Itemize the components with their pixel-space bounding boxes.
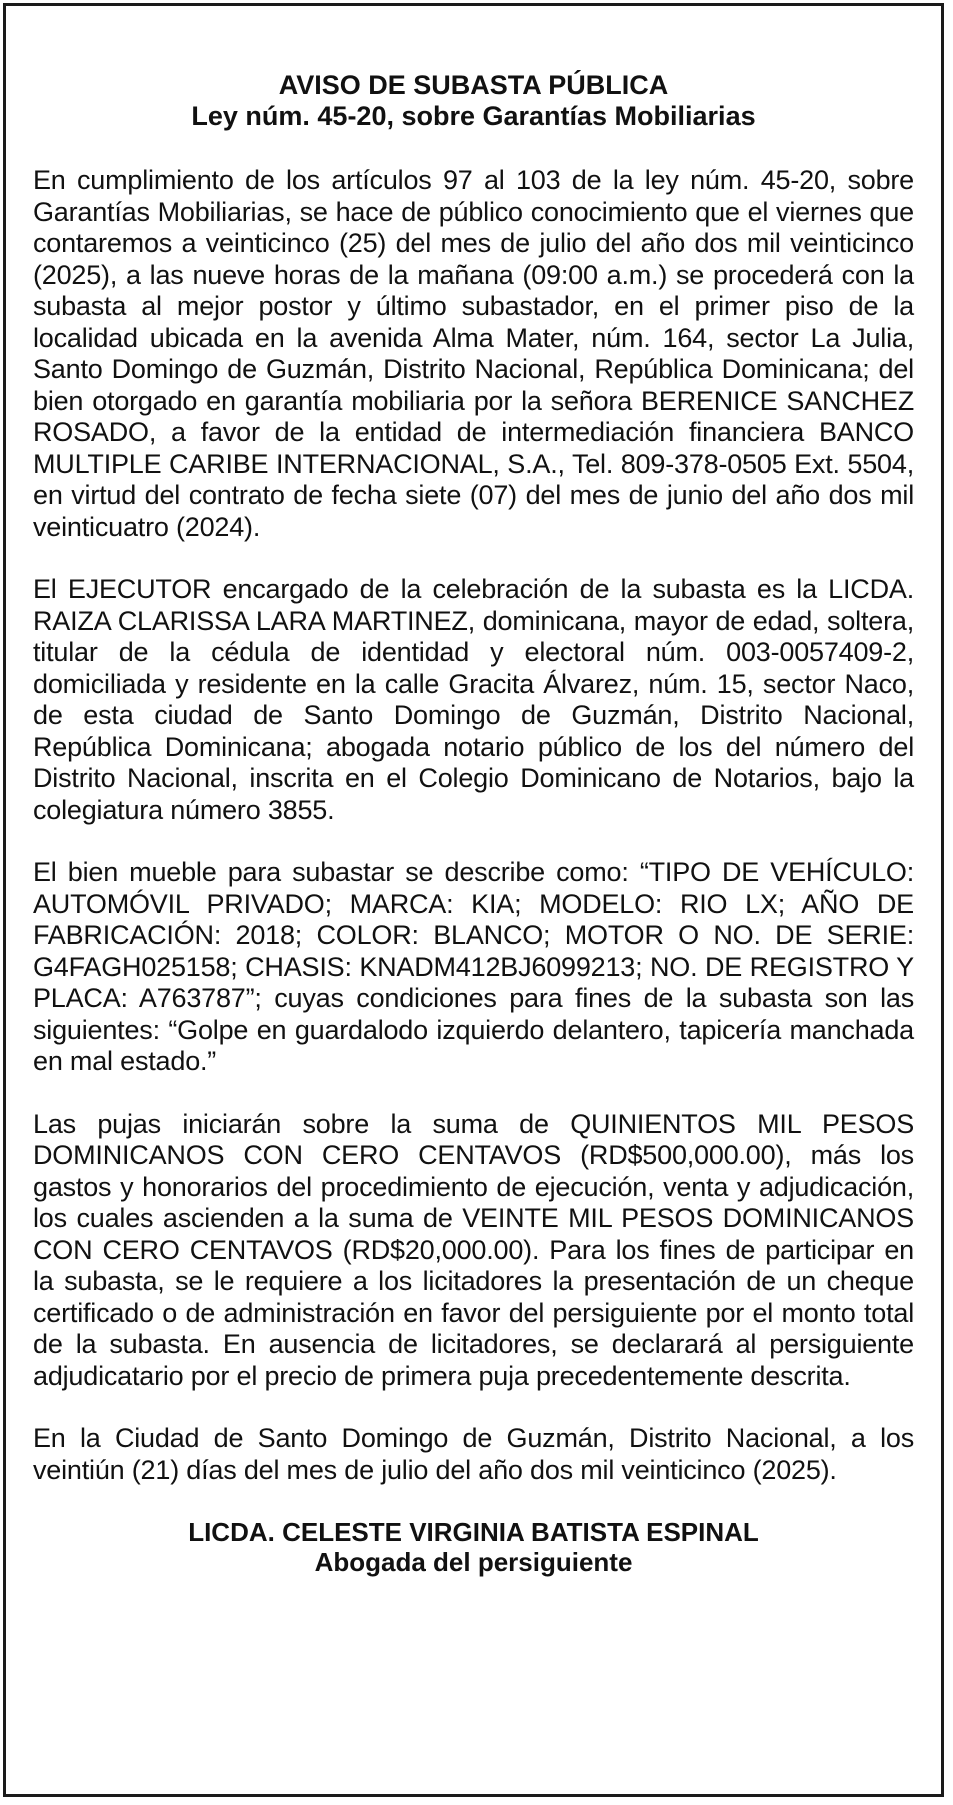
notice-content — [33, 70, 914, 1577]
signature-block — [33, 1517, 914, 1577]
paragraph-place-date: En la Ciudad de Santo Domingo de Guzmán, Distrito Nacional, a los veintiún (21) días del mes de julio del año dos mil veinticinco (2025). — [33, 1423, 914, 1485]
notice-frame — [3, 3, 944, 1797]
paragraph-executor: El EJECUTOR encargado de la celebración de la subasta es la LICDA. RAIZA CLARISSA LARA MARTINEZ, dominicana, mayor de edad, soltera, titular de la cédula de identidad y electoral núm. 003-0057409-2, domiciliada y residente en la calle Gracita Álvarez, núm. 15, sector Naco, de esta ciudad de Santo Domingo de Guzmán, Distrito Nacional, República Dominicana; abogada notario público de los del número del Distrito Nacional, inscrita en el Colegio Dominicano de Notarios, bajo la colegiatura número 3855. — [33, 574, 914, 825]
notice-title: AVISO DE SUBASTA PÚBLICA — [278, 70, 669, 100]
notice-subtitle: Ley núm. 45-20, sobre Garantías Mobiliarias — [191, 101, 756, 131]
paragraph-vehicle-description: El bien mueble para subastar se describe como: “TIPO DE VEHÍCULO: AUTOMÓVIL PRIVADO; MARCA: KIA; MODELO: RIO LX; AÑO DE FABRICACIÓN: 2018; COLOR: BLANCO; MOTOR O NO. DE SERIE: G4FAGH025158; CHASIS: KNADM412BJ6099213; NO. DE REGISTRO Y PLACA: A763787”; cuyas condiciones para fines de la subasta son las siguientes: “Golpe en guardalodo izquierdo delantero, tapicería manchada en mal estado.” — [33, 857, 914, 1076]
paragraph-bidding-terms: Las pujas iniciarán sobre la suma de QUINIENTOS MIL PESOS DOMINICANOS CON CERO CENTAVOS (RD$500,000.00), más los gastos y honorarios del procedimiento de ejecución, venta y adjudicación, los cuales ascienden a la suma de VEINTE MIL PESOS DOMINICANOS CON CERO CENTAVOS (RD$20,000.00). Para los fines de participar en la subasta, se le requiere a los licitadores la presentación de un cheque certificado o de administración en favor del persiguiente por el monto total de la subasta. En ausencia de licitadores, se declarará al persiguiente adjudicatario por el precio de primera puja precedentemente descrita. — [33, 1108, 914, 1391]
signatory-name: LICDA. CELESTE VIRGINIA BATISTA ESPINAL — [188, 1517, 759, 1547]
paragraph-auction-details: En cumplimiento de los artículos 97 al 103 de la ley núm. 45-20, sobre Garantías Mobiliarias, se hace de público conocimiento que el viernes que contaremos a veinticinco (25) del mes de julio del año dos mil veinticinco (2025), a las nueve horas de la mañana (09:00 a.m.) se procederá con la subasta al mejor postor y último subastador, en el primer piso de la localidad ubicada en la avenida Alma Mater, núm. 164, sector La Julia, Santo Domingo de Guzmán, Distrito Nacional, República Dominicana; del bien otorgado en garantía mobiliaria por la señora BERENICE SANCHEZ ROSADO, a favor de la entidad de intermediación financiera BANCO MULTIPLE CARIBE INTERNACIONAL, S.A., Tel. 809-378-0505 Ext. 5504, en virtud del contrato de fecha siete (07) del mes de junio del año dos mil veinticuatro (2024). — [33, 165, 914, 542]
signatory-role: Abogada del persiguiente — [314, 1547, 633, 1577]
